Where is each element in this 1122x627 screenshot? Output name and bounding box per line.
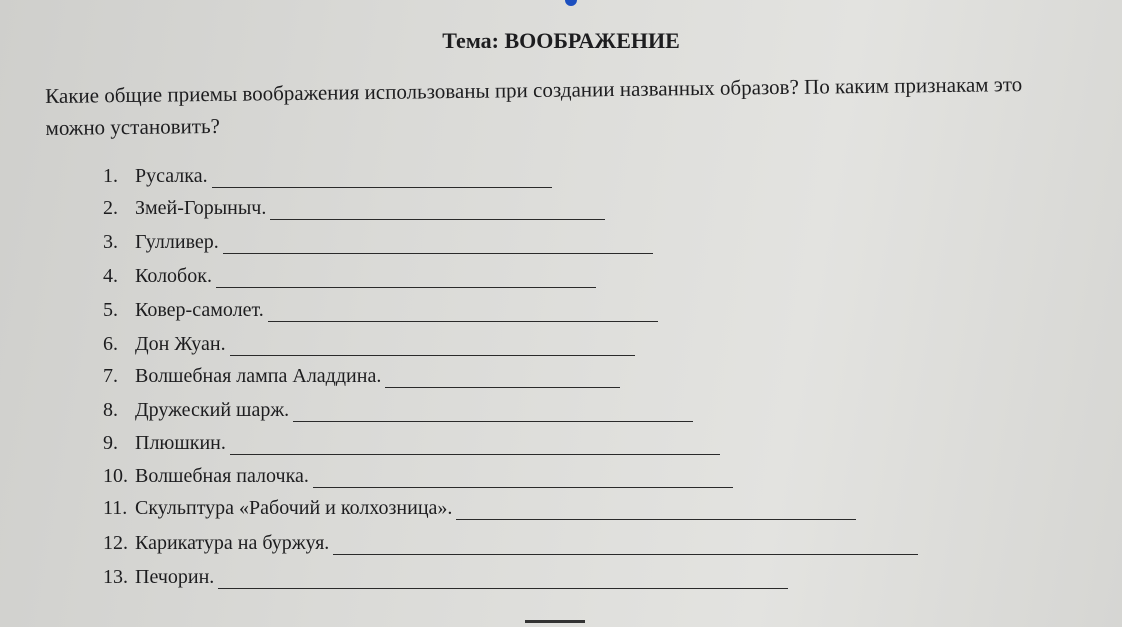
answer-line[interactable]	[223, 235, 653, 254]
answer-line[interactable]	[212, 169, 552, 188]
list-item	[103, 333, 635, 356]
item-label: Печорин.	[135, 566, 215, 588]
list-item	[103, 365, 620, 388]
item-label: Дон Жуан.	[135, 333, 226, 355]
item-label: Волшебная палочка.	[135, 465, 309, 487]
answer-line[interactable]	[385, 369, 620, 388]
answer-line[interactable]	[218, 570, 788, 589]
page-title: Тема: ВООБРАЖЕНИЕ	[442, 28, 680, 53]
answer-line[interactable]	[216, 269, 596, 288]
item-number: 10.	[103, 465, 128, 487]
list-item	[103, 165, 552, 188]
item-label: Дружеский шарж.	[135, 399, 290, 421]
item-number: 3.	[103, 231, 118, 253]
list-item	[103, 231, 653, 254]
item-number: 2.	[103, 197, 118, 219]
list-item	[103, 465, 733, 488]
list-item	[103, 265, 596, 288]
answer-line[interactable]	[270, 201, 605, 220]
item-number: 4.	[103, 265, 118, 287]
bottom-print-mark	[525, 620, 585, 623]
item-number: 11.	[103, 497, 128, 519]
item-label: Карикатура на буржуя.	[135, 532, 330, 554]
item-number: 9.	[103, 432, 118, 454]
item-label: Гулливер.	[135, 231, 219, 253]
item-number: 6.	[103, 333, 118, 355]
item-label: Змей-Горыныч.	[135, 197, 267, 219]
list-item	[103, 432, 720, 455]
item-label: Плюшкин.	[135, 432, 226, 454]
item-number: 13.	[103, 566, 128, 588]
list-item	[103, 532, 918, 555]
answer-line[interactable]	[230, 436, 720, 455]
item-label: Волшебная лампа Аладдина.	[135, 365, 382, 387]
list-item	[103, 497, 856, 520]
answer-line[interactable]	[333, 536, 918, 555]
list-item	[103, 566, 788, 589]
blue-ink-mark	[565, 0, 577, 6]
question-text: Какие общие приемы воображения использованы при создании названных образов? По каким признакам это можно установить?	[45, 72, 1023, 140]
answer-line[interactable]	[268, 303, 658, 322]
answer-line[interactable]	[293, 403, 693, 422]
item-number: 1.	[103, 165, 118, 187]
item-label: Русалка.	[135, 165, 208, 187]
answer-line[interactable]	[456, 501, 856, 520]
item-number: 8.	[103, 399, 118, 421]
list-item	[103, 299, 658, 322]
answer-line[interactable]	[313, 469, 733, 488]
item-number: 7.	[103, 365, 118, 387]
answer-line[interactable]	[230, 337, 635, 356]
item-number: 12.	[103, 532, 128, 554]
item-label: Колобок.	[135, 265, 212, 287]
list-item	[103, 197, 605, 220]
list-item	[103, 399, 693, 422]
item-number: 5.	[103, 299, 118, 321]
item-label: Ковер-самолет.	[135, 299, 264, 321]
item-label: Скульптура «Рабочий и колхозница».	[135, 497, 453, 519]
